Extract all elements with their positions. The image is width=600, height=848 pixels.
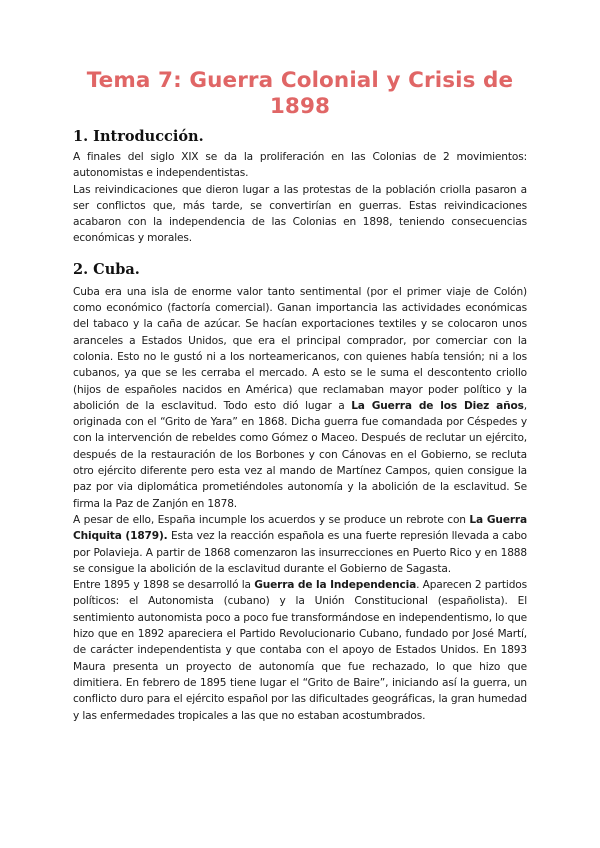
text-run: Esta vez la reacción española es una fuerte represión llevada a cabo por Polavieja. A partir de 1868 comenzaron las insurrecciones en Puerto Rico y en 1888 se consigue la abolición de la esclavitud durante el Gobierno de Sagasta. [73, 530, 527, 575]
section-heading-introduccion: 1. Introducción. [73, 128, 204, 145]
text-run: A pesar de ello, España incumple los acuerdos y se produce un rebrote con [73, 513, 470, 526]
bold-term: La Guerra Chiquita (1879). [73, 513, 528, 543]
text-run: . Aparecen 2 partidos políticos: el Autonomista (cubano) y la Unión Constitucional (españolista). El sentimiento autonomista poco a poco fue transformándose en independentismo, lo que hizo que en 1892 apareciera el Partido Revolucionario Cubano, fundado por José Martí, de carácter independentista y que contaba con el apoyo de Estados Unidos. En 1893 Maura presenta un proyecto de autonomía que fue rechazado, lo que hizo que dimitiera. En febrero de 1895 tiene lugar el “Grito de Baire”, iniciando así la guerra, un conflicto duro para el ejército español por las dificultades geográficas, la gran humedad y las enfermedades tropicales a las que no estaban acostumbrados. [73, 579, 527, 722]
section-heading-cuba: 2. Cuba. [73, 260, 140, 278]
text-run: , originada con el “Grito de Yara” en 1868. Dicha guerra fue comandada por Céspedes y con la intervención de rebeldes como Gómez o Maceo. Después de reclutar un ejército, después de la restauración de los Borbones y con Cánovas en el Gobierno, se recluta otro ejército diferente pero esta vez al mando de Martínez Campos, quien consigue la paz por via diplomática prometiéndoles autonomía y la abolición de la esclavitud. Se firma la Paz de Zanjón en 1878. [73, 399, 527, 510]
paragraph [73, 577, 527, 724]
paragraph: Las reivindicaciones que dieron lugar a las protestas de la población criolla pasaron a ser conflictos que, más tarde, se convertirían en guerras. Estas reivindicaciones acabaron con la independencia de las Colonias en 1898, teniendo consecuencias económicas y morales. [73, 183, 527, 245]
paragraph [73, 284, 527, 512]
bold-term: La Guerra de los Diez años [351, 399, 524, 412]
text-run: Cuba era una isla de enorme valor tanto sentimental (por el primer viaje de Colón) como económico (factoría comercial). Ganan importancia las actividades económicas del tabaco y la caña de azúcar. Se hacían exportaciones textiles y se colocaron unos aranceles a Estados Unidos, que era el principal comprador, por comerciar con la colonia. Esto no le gustó ni a los norteamericanos, con quienes había tensión; ni a los cubanos, ya que se les cerraba el mercado. A esto se le suma el descontento criollo (hijos de españoles nacidos en América) que reclamaban mayor poder político y la abolición de la esclavitud. Todo esto dió lugar a [73, 285, 527, 412]
paragraph [73, 512, 527, 577]
paragraph: A finales del siglo XIX se da la proliferación en las Colonias de 2 movimientos: autonomistas e independentistas. [73, 151, 527, 180]
text-run: Entre 1895 y 1898 se desarrolló la [73, 579, 255, 592]
bold-term: Guerra de la Independencia [254, 579, 417, 592]
document-title: Tema 7: Guerra Colonial y Crisis de 1898 [86, 68, 514, 119]
